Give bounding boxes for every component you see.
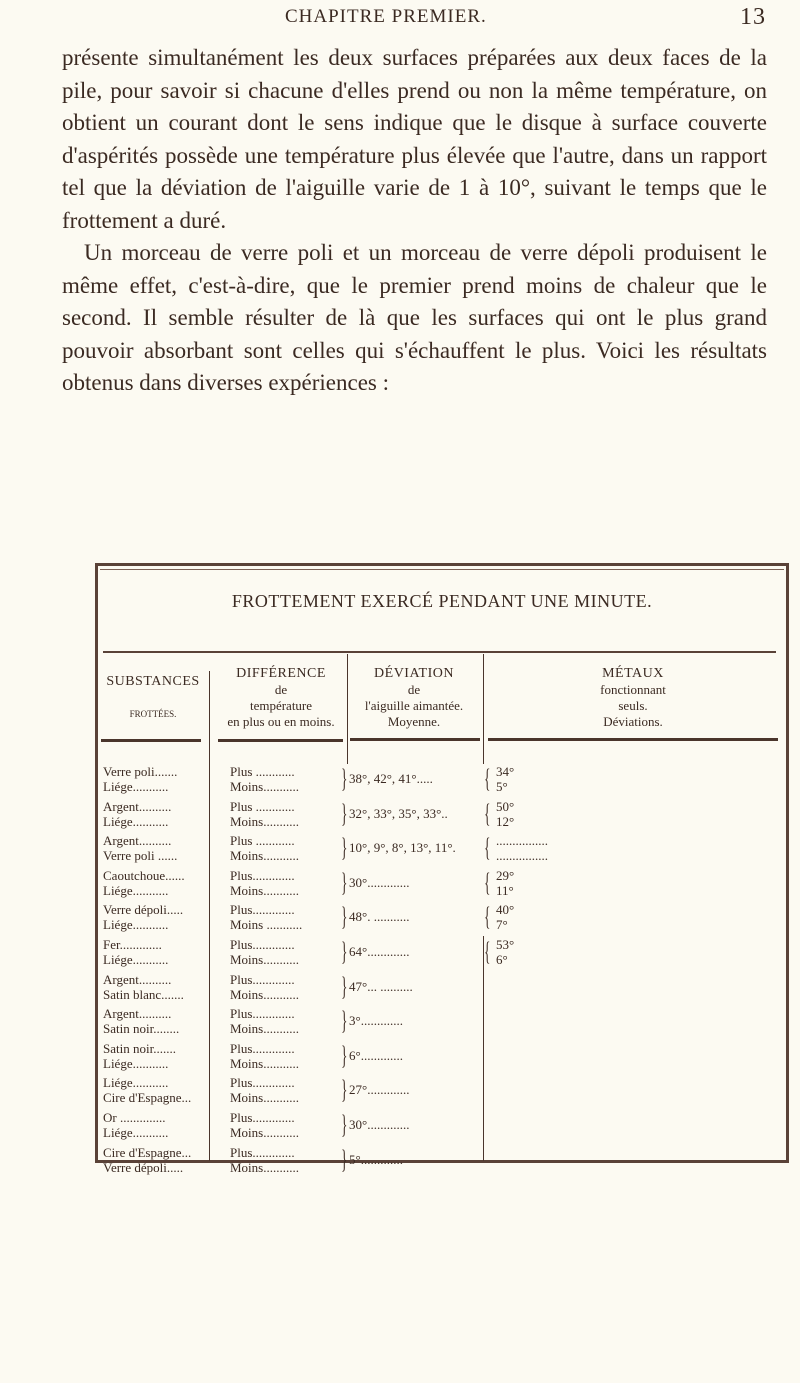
moins-label: Moins........... — [230, 1090, 299, 1106]
metaux-cell — [496, 937, 616, 967]
substances-cell — [103, 799, 198, 829]
brace: } — [341, 1040, 348, 1070]
brace: } — [341, 902, 348, 932]
table-row — [98, 1145, 786, 1181]
plus-label: Plus............. — [230, 902, 295, 918]
substance-b: Liége........... — [103, 1125, 169, 1140]
chapter-title: CHAPITRE PREMIER. — [285, 6, 487, 27]
substance-b: Cire d'Espagne... — [103, 1090, 192, 1106]
plus-label: Plus............. — [230, 1075, 295, 1091]
metaux-value: 53° — [496, 937, 515, 952]
substances-cell — [103, 1041, 198, 1071]
table-row — [98, 799, 786, 835]
plus-label: Plus............. — [230, 1144, 295, 1160]
substances-cell — [103, 1006, 198, 1036]
header-text: en plus ou en moins. — [227, 714, 335, 729]
moins-label: Moins........... — [230, 1159, 299, 1175]
column-rule — [488, 738, 778, 741]
table-row — [98, 764, 786, 800]
header-text: de — [407, 682, 421, 697]
substance-a: Verre poli....... — [103, 764, 178, 779]
plus-label: Plus ............ — [230, 798, 295, 814]
brace: { — [484, 833, 491, 863]
brace: } — [341, 1006, 348, 1036]
deviation-cell: 5°............. — [349, 1151, 403, 1167]
header-text: température — [249, 698, 313, 713]
substances-cell — [103, 1145, 198, 1175]
brace: } — [341, 833, 348, 863]
metaux-cell — [496, 868, 616, 898]
metaux-value: 12° — [496, 813, 515, 829]
brace: } — [341, 971, 348, 1001]
brace: { — [484, 764, 491, 793]
header-text: MÉTAUX — [602, 666, 664, 681]
brace: { — [484, 798, 491, 828]
deviation-cell: 10°, 9°, 8°, 13°, 11°. — [349, 840, 456, 856]
deviation-cell: 3°............. — [349, 1013, 403, 1029]
brace: { — [484, 867, 491, 897]
header-text: l'aiguille aimantée. — [364, 698, 464, 713]
substance-b: Liége........... — [103, 882, 169, 898]
table-row — [98, 1041, 786, 1077]
brace: { — [484, 937, 491, 966]
deviation-cell: 30°............. — [349, 1117, 410, 1132]
difference-cell — [230, 902, 342, 932]
table-title: FROTTEMENT EXERCÉ PENDANT UNE MINUTE. — [231, 591, 653, 611]
header-text: DIFFÉRENCE — [236, 666, 326, 681]
substances-cell — [103, 1110, 198, 1140]
metaux-value: 11° — [496, 882, 514, 898]
deviation-cell: 27°............. — [349, 1082, 410, 1098]
substance-a: Argent.......... — [103, 798, 172, 814]
metaux-value: 50° — [496, 798, 515, 814]
substance-b: Verre poli ...... — [103, 848, 178, 864]
header-text: DÉVIATION — [374, 666, 454, 681]
substances-cell — [103, 868, 198, 898]
substance-a: Argent.......... — [103, 833, 172, 849]
body-text — [62, 42, 767, 400]
plus-label: Plus............. — [230, 867, 295, 883]
metaux-value: ................ — [496, 848, 548, 864]
plus-label: Plus ............ — [230, 764, 295, 779]
metaux-cell — [496, 764, 616, 794]
brace: } — [341, 1075, 348, 1105]
substance-a: Verre dépoli..... — [103, 902, 184, 918]
difference-cell — [230, 937, 342, 967]
substance-b: Verre dépoli..... — [103, 1159, 184, 1175]
header-substances — [103, 674, 203, 722]
difference-cell — [230, 972, 342, 1002]
substance-a: Satin noir....... — [103, 1040, 176, 1056]
brace: } — [341, 937, 348, 966]
metaux-value: 40° — [496, 902, 515, 918]
moins-label: Moins........... — [230, 779, 299, 794]
header-metaux — [488, 666, 778, 730]
moins-label: Moins........... — [230, 952, 299, 967]
moins-label: Moins ........... — [230, 917, 303, 933]
header-text: Déviations. — [603, 714, 663, 729]
table-row — [98, 937, 786, 973]
table-row — [98, 1075, 786, 1111]
table-row — [98, 833, 786, 869]
substances-cell — [103, 902, 198, 932]
difference-cell — [230, 1006, 342, 1036]
column-divider — [347, 654, 348, 764]
moins-label: Moins........... — [230, 986, 299, 1002]
substance-a: Fer............. — [103, 937, 162, 952]
deviation-cell: 30°............. — [349, 874, 410, 890]
header-text: Moyenne. — [387, 714, 441, 729]
header-deviation — [344, 666, 484, 730]
header-difference — [216, 666, 346, 730]
metaux-value: 7° — [496, 917, 508, 933]
difference-cell — [230, 799, 342, 829]
brace: { — [484, 902, 491, 932]
header-text: fonctionnant — [600, 682, 666, 697]
difference-cell — [230, 1075, 342, 1105]
substance-a: Cire d'Espagne... — [103, 1144, 192, 1160]
difference-cell — [230, 1041, 342, 1071]
substance-a: Liége........... — [103, 1075, 169, 1091]
deviation-cell: 47°... .......... — [349, 978, 413, 994]
plus-label: Plus............. — [230, 971, 295, 987]
header-text: SUBSTANCES — [106, 674, 200, 689]
substance-b: Satin blanc....... — [103, 986, 184, 1002]
running-header — [0, 4, 800, 34]
metaux-value: 34° — [496, 764, 515, 779]
substance-a: Caoutchoue...... — [103, 867, 185, 883]
header-text: de — [274, 682, 288, 697]
substance-b: Liége........... — [103, 1055, 169, 1071]
metaux-cell — [496, 902, 616, 932]
results-table — [95, 563, 789, 1175]
column-rule — [350, 738, 480, 741]
metaux-value: ................ — [496, 833, 548, 849]
metaux-value: 5° — [496, 779, 508, 794]
moins-label: Moins........... — [230, 882, 299, 898]
column-rule — [101, 739, 201, 742]
moins-label: Moins........... — [230, 1021, 299, 1037]
table-row — [98, 902, 786, 938]
deviation-cell: 48°. ........... — [349, 909, 410, 925]
substances-cell — [103, 937, 198, 967]
difference-cell — [230, 1145, 342, 1175]
deviation-cell: 32°, 33°, 35°, 33°.. — [349, 805, 448, 821]
moins-label: Moins........... — [230, 1055, 299, 1071]
substance-b: Liége........... — [103, 813, 169, 829]
plus-label: Plus ............ — [230, 833, 295, 849]
table-row — [98, 972, 786, 1008]
paragraph: Un morceau de verre poli et un morceau de verre dépoli produisent le même effet, c'est-à-dire, que le premier prend moins de chaleur que le second. Il semble résulter de là que les surfaces qui ont le plus grand pouvoir absorbant sont celles qui s'échauffent le plus. Voici les résultats obtenus dans diverses expériences : — [62, 240, 767, 395]
substance-a: Or .............. — [103, 1110, 166, 1125]
deviation-cell: 6°............. — [349, 1047, 403, 1063]
metaux-value: 29° — [496, 867, 515, 883]
table-row — [98, 1110, 786, 1146]
substances-cell — [103, 833, 198, 863]
header-rule — [103, 651, 776, 653]
brace: } — [341, 764, 348, 793]
plus-label: Plus............. — [230, 1040, 295, 1056]
deviation-cell: 64°............. — [349, 944, 410, 959]
substance-b: Liége........... — [103, 917, 169, 933]
column-rule — [218, 739, 343, 742]
header-text: seuls. — [618, 698, 648, 713]
moins-label: Moins........... — [230, 813, 299, 829]
moins-label: Moins........... — [230, 848, 299, 864]
substances-cell — [103, 1075, 198, 1105]
brace: } — [341, 798, 348, 828]
brace: } — [341, 1110, 348, 1139]
substance-b: Satin noir........ — [103, 1021, 180, 1037]
plus-label: Plus............. — [230, 1006, 295, 1022]
column-divider — [483, 654, 484, 764]
page-number: 13 — [740, 4, 766, 30]
plus-label: Plus............. — [230, 1110, 295, 1125]
moins-label: Moins........... — [230, 1125, 299, 1140]
substance-a: Argent.......... — [103, 1006, 172, 1022]
difference-cell — [230, 868, 342, 898]
brace: } — [341, 867, 348, 897]
header-text: FROTTÉES. — [129, 709, 177, 719]
difference-cell — [230, 764, 342, 794]
substance-b: Liége........... — [103, 779, 169, 794]
deviation-cell: 38°, 42°, 41°..... — [349, 771, 433, 786]
substance-a: Argent.......... — [103, 971, 172, 987]
metaux-cell — [496, 833, 616, 863]
substance-b: Liége........... — [103, 952, 169, 967]
plus-label: Plus............. — [230, 937, 295, 952]
difference-cell — [230, 1110, 342, 1140]
paragraph: présente simultanément les deux surfaces préparées aux deux faces de la pile, pour savoir si chacune d'elles prend ou non la même température, on obtient un courant dont le sens indique que le disque à surface couverte d'aspérités possède une température plus élevée que l'autre, dans un rapport tel que la déviation de l'aiguille varie de 1 à 10°, suivant le temps que le frottement a duré. — [62, 45, 767, 233]
difference-cell — [230, 833, 342, 863]
substances-cell — [103, 764, 198, 794]
substances-cell — [103, 972, 198, 1002]
metaux-cell — [496, 799, 616, 829]
metaux-value: 6° — [496, 952, 508, 967]
table-row — [98, 868, 786, 904]
table-row — [98, 1006, 786, 1042]
brace: } — [341, 1144, 348, 1174]
